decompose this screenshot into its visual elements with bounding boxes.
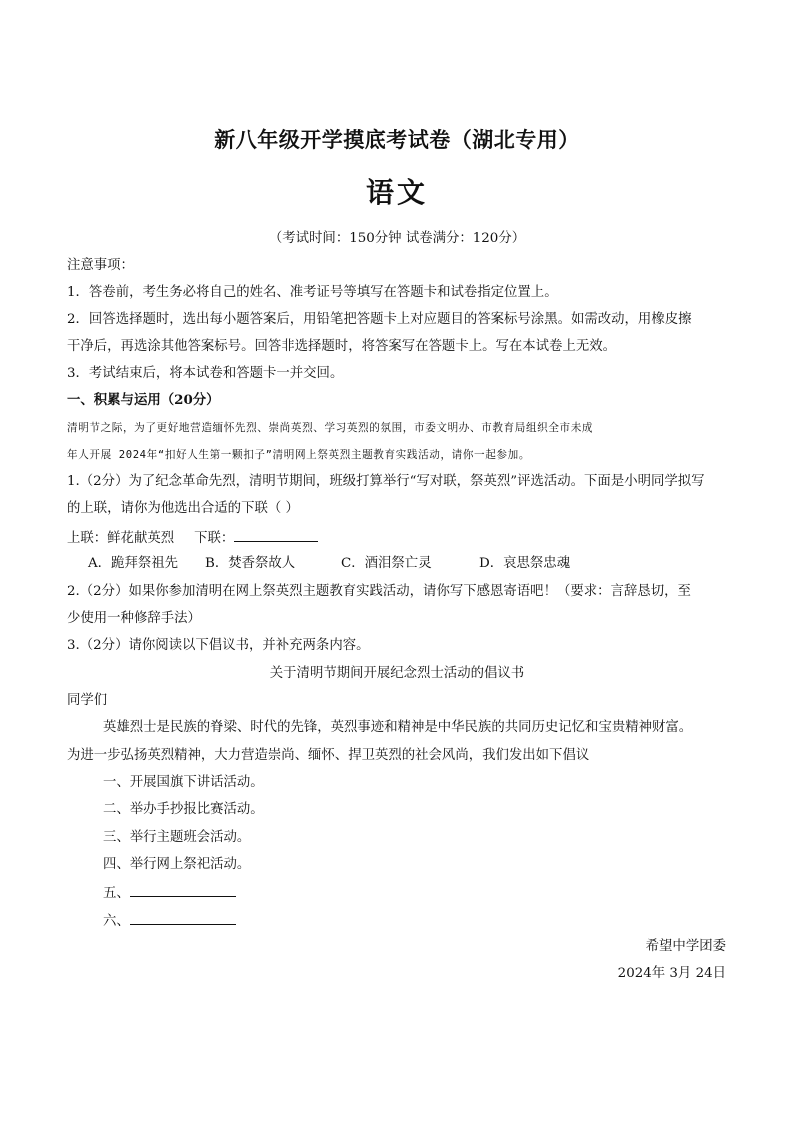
couplet-lower-blank[interactable] xyxy=(234,527,318,542)
letter-body-line-1: 英雄烈士是民族的脊梁、时代的先锋，英烈事迹和精神是中华民族的共同历史记忆和宝贵精神财富。 xyxy=(103,720,693,735)
section-1-heading: 一、积累与运用（20分） xyxy=(67,392,220,408)
option-b[interactable]: B．焚香祭故人 xyxy=(205,556,296,571)
letter-title: 关于清明节期间开展纪念烈士活动的倡议书 xyxy=(269,666,525,681)
subject-title: 语文 xyxy=(365,176,428,209)
letter-item-1: 一、开展国旗下讲话活动。 xyxy=(103,775,264,790)
letter-date: 2024年 3月 24日 xyxy=(617,966,726,981)
letter-item-2: 二、举办手抄报比赛活动。 xyxy=(103,802,264,817)
note-item-3: 3．考试结束后，将本试卷和答题卡一并交回。 xyxy=(67,366,344,381)
question-2-line-1: 2.（2分）如果你参加清明在网上祭英烈主题教育实践活动，请你写下感恩寄语吧！（要求：言辞恳切，至 xyxy=(67,584,691,599)
exam-title: 新八年级开学摸底考试卷（湖北专用） xyxy=(214,128,580,152)
question-3-line-1: 3.（2分）请你阅读以下倡议书，并补充两条内容。 xyxy=(67,638,370,653)
letter-item-3: 三、举行主题班会活动。 xyxy=(103,830,251,845)
letter-item-6-blank[interactable] xyxy=(130,910,236,925)
notes-heading: 注意事项： xyxy=(67,258,134,273)
letter-item-4: 四、举行网上祭祀活动。 xyxy=(103,857,251,872)
couplet-upper: 上联：鲜花献英烈 xyxy=(67,531,175,546)
option-c[interactable]: C．酒泪祭亡灵 xyxy=(341,556,432,571)
question-1-options xyxy=(88,554,752,574)
question-2-line-2: 少使用一种修辞手法） xyxy=(67,611,201,626)
letter-body-line-2: 为进一步弘扬英烈精神，大力营造崇尚、缅怀、捍卫英烈的社会风尚，我们发出如下倡议 xyxy=(67,748,590,763)
letter-item-6 xyxy=(103,910,767,932)
letter-signature: 希望中学团委 xyxy=(645,939,726,954)
exam-info: （考试时间：150分钟 试卷满分：120分） xyxy=(268,231,526,246)
letter-salutation: 同学们 xyxy=(67,693,108,708)
couplet-lower-label: 下联： xyxy=(194,531,235,546)
note-item-2-line-2: 干净后，再选涂其他答案标号。回答非选择题时，将答案写在答题卡上。写在本试卷上无效。 xyxy=(67,339,617,354)
note-item-2-line-1: 2．回答选择题时，选出每小题答案后，用铅笔把答题卡上对应题目的答案标号涂黑。如需改动，用橡皮擦 xyxy=(67,312,692,327)
question-1-line-1: 1.（2分）为了纪念革命先烈，清明节期间，班级打算举行“写对联，祭英烈”评选活动。下面是小明同学拟写 xyxy=(67,474,705,489)
letter-item-5-label: 五、 xyxy=(103,886,130,901)
option-a[interactable]: A．跪拜祭祖先 xyxy=(88,556,179,571)
letter-item-5-blank[interactable] xyxy=(130,882,236,897)
question-1-line-2: 的上联，请你为他选出合适的下联（ ） xyxy=(67,501,299,516)
letter-item-6-label: 六、 xyxy=(103,914,130,929)
note-item-1: 1．答卷前，考生务必将自己的姓名、准考证号等填写在答题卡和试卷指定位置上。 xyxy=(67,285,558,300)
section-1-intro-line-1: 清明节之际，为了更好地营造缅怀先烈、崇尚英烈、学习英烈的氛围，市委文明办、市教育局组织全市未成 xyxy=(67,422,594,434)
section-1-intro-line-2: 年人开展 2024年“扣好人生第一颗扣子”清明网上祭英烈主题教育实践活动，请你一起参加。 xyxy=(67,449,531,461)
option-d[interactable]: D．哀思祭忠魂 xyxy=(479,556,571,571)
couplet-row xyxy=(67,527,731,549)
letter-item-5 xyxy=(103,882,767,904)
